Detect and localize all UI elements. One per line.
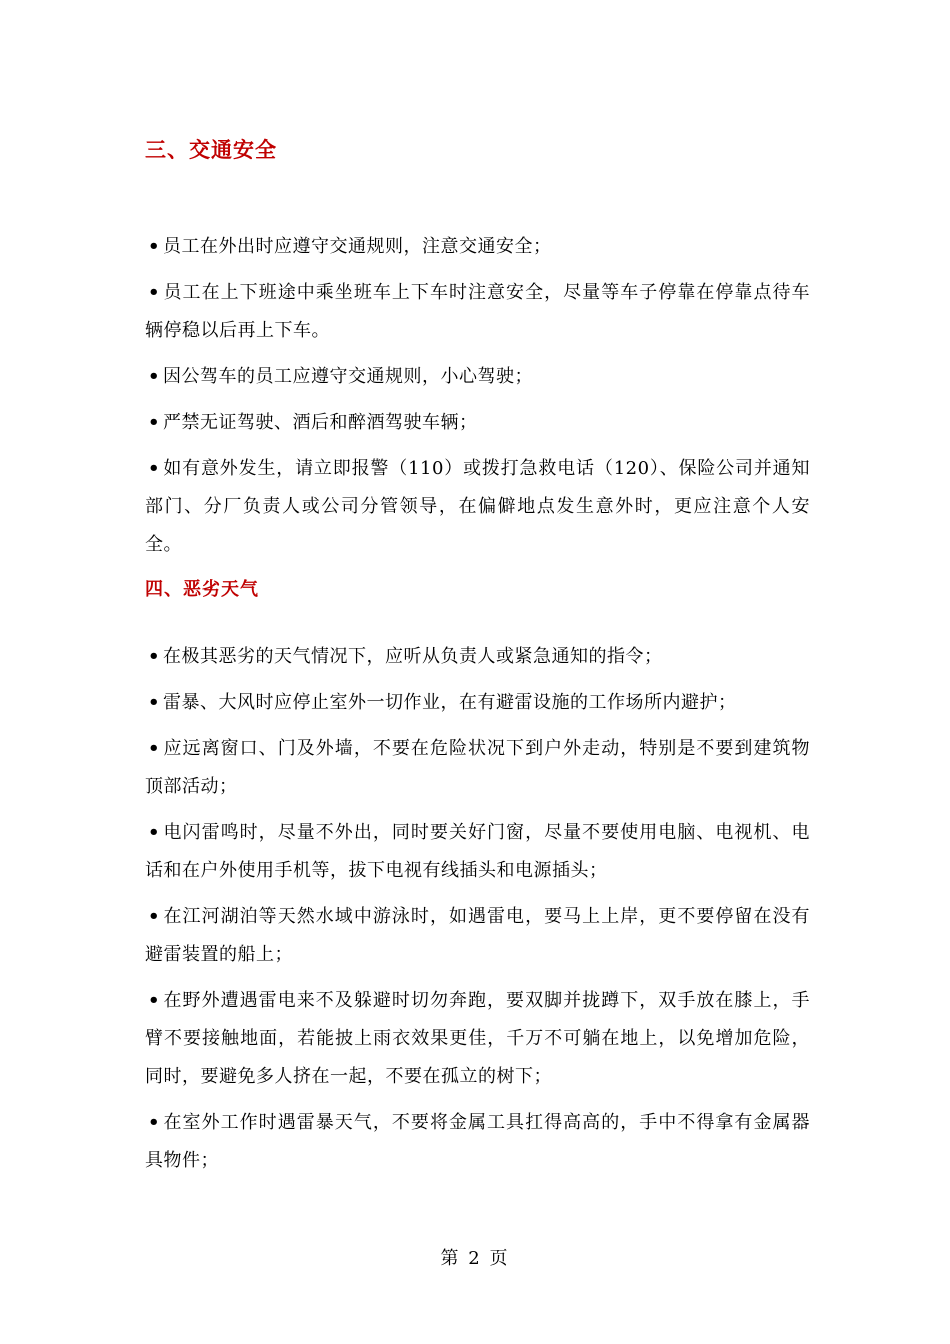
list-item-text: 在室外工作时遇雷暴天气，不要将金属工具扛得高高的，手中不得拿有金属器具物件； [145, 1112, 810, 1171]
list-item [145, 898, 810, 974]
list-item-text: 如有意外发生，请立即报警（110）或拨打急救电话（120）、保险公司并通知部门、分厂负责人或公司分管领导，在偏僻地点发生意外时，更应注意个人安全。 [145, 458, 810, 555]
list-item-text: 应远离窗口、门及外墙，不要在危险状况下到户外走动，特别是不要到建筑物顶部活动； [145, 738, 810, 797]
bullet-icon: • [147, 1112, 160, 1133]
list-item-text: 因公驾车的员工应遵守交通规则，小心驾驶； [163, 366, 533, 387]
bullet-icon: • [147, 236, 160, 257]
bullet-icon: • [147, 366, 160, 387]
list-item [145, 358, 810, 396]
bullet-icon: • [147, 282, 160, 303]
bullet-icon: • [147, 646, 160, 667]
list-item-text: 员工在外出时应遵守交通规则，注意交通安全； [163, 236, 552, 257]
list-item [145, 274, 810, 350]
list-item [145, 1104, 810, 1180]
list-item-text: 员工在上下班途中乘坐班车上下车时注意安全，尽量等车子停靠在停靠点待车辆停稳以后再上下车。 [145, 282, 810, 341]
list-item-text: 在野外遭遇雷电来不及躲避时切勿奔跑，要双脚并拢蹲下，双手放在膝上，手臂不要接触地面，若能披上雨衣效果更佳，千万不可躺在地上，以免增加危险，同时，要避免多人挤在一起，不要在孤立的树下； [145, 990, 810, 1087]
bullet-icon: • [147, 692, 160, 713]
list-item [145, 404, 810, 442]
section-heading-traffic-safety: 三、交通安全 [145, 137, 277, 162]
list-item [145, 982, 810, 1096]
list-item-text: 在江河湖泊等天然水域中游泳时，如遇雷电，要马上上岸，更不要停留在没有避雷装置的船上； [145, 906, 810, 965]
list-item [145, 814, 810, 890]
list-item-text: 雷暴、大风时应停止室外一切作业，在有避雷设施的工作场所内避护； [163, 692, 737, 713]
list-item [145, 684, 810, 722]
list-item [145, 450, 810, 564]
bullet-icon: • [147, 412, 160, 433]
bullet-icon: • [147, 458, 160, 479]
bullet-icon: • [147, 738, 160, 759]
bullet-icon: • [147, 822, 160, 843]
page-number: 第 2 页 [440, 1248, 510, 1269]
page-content [145, 128, 810, 1188]
list-item-text: 严禁无证驾驶、酒后和醉酒驾驶车辆； [163, 412, 478, 433]
list-item [145, 638, 810, 676]
list-item-text: 电闪雷鸣时，尽量不外出，同时要关好门窗，尽量不要使用电脑、电视机、电话和在户外使用手机等，拔下电视有线插头和电源插头； [145, 822, 810, 881]
section-heading-bad-weather: 四、恶劣天气 [145, 579, 259, 600]
bullet-icon: • [147, 990, 160, 1011]
list-item [145, 730, 810, 806]
bullet-icon: • [147, 906, 160, 927]
list-item-text: 在极其恶劣的天气情况下，应听从负责人或紧急通知的指令； [163, 646, 663, 667]
list-item [145, 228, 810, 266]
